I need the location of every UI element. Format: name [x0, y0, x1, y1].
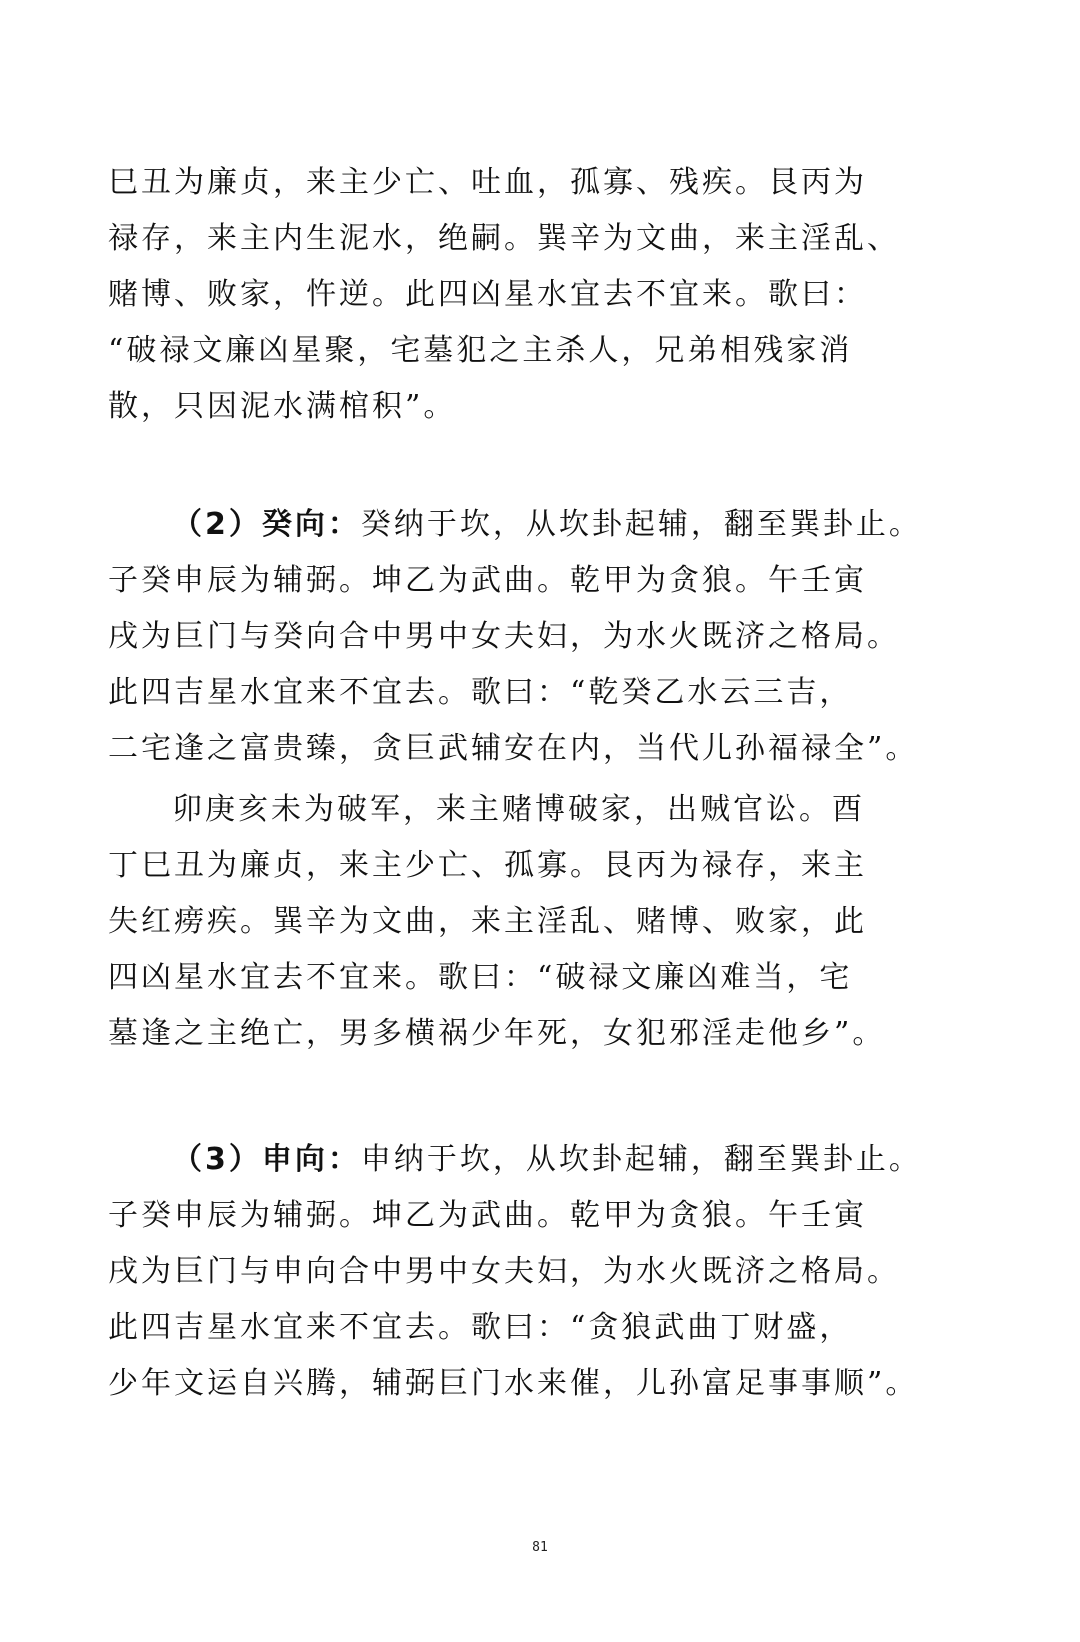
page-number: 81 — [532, 1540, 548, 1555]
section-heading: （3）申向： — [172, 1142, 361, 1177]
section-first-line — [108, 1132, 922, 1188]
text-line: 癸纳于坎，从坎卦起辅，翻至巽卦止。 — [360, 507, 922, 542]
text-line: 子癸申辰为辅弼。坤乙为武曲。乾甲为贪狼。午壬寅 — [108, 563, 867, 598]
text-line: 此四吉星水宜来不宜去。歌曰：“乾癸乙水云三吉， — [108, 675, 853, 710]
text-line: 四凶星水宜去不宜来。歌曰：“破禄文廉凶难当，宅 — [108, 960, 853, 995]
text-line: 散，只因泥水满棺积”。 — [108, 389, 457, 424]
text-line: 赌博、败家，忤逆。此四凶星水宜去不宜来。歌曰： — [108, 277, 867, 312]
section-2-gui-direction — [108, 497, 922, 777]
text-line: 戌为巨门与癸向合中男中女夫妇，为水火既济之格局。 — [108, 619, 900, 654]
text-line: 此四吉星水宜来不宜去。歌曰：“贪狼武曲丁财盛， — [108, 1310, 853, 1345]
text-line: 墓逢之主绝亡，男多横祸少年死，女犯邪淫走他乡”。 — [108, 1016, 886, 1051]
text-line: 卯庚亥未为破军，来主赌博破家，出贼官讼。酉 — [172, 792, 865, 827]
text-line: 子癸申辰为辅弼。坤乙为武曲。乾甲为贪狼。午壬寅 — [108, 1198, 867, 1233]
text-line: “破禄文廉凶星聚，宅墓犯之主杀人，兄弟相残家消 — [108, 333, 853, 368]
section-3-shen-direction — [108, 1132, 922, 1412]
text-line: 失红痨疾。巽辛为文曲，来主淫乱、赌博、败家，此 — [108, 904, 867, 939]
section-heading: （2）癸向： — [172, 507, 361, 542]
section-first-line — [108, 497, 922, 553]
paragraph-3 — [108, 782, 908, 1062]
text-line: 巳丑为廉贞，来主少亡、吐血，孤寡、残疾。艮丙为 — [108, 165, 867, 200]
text-line: 少年文运自兴腾，辅弼巨门水来催，儿孙富足事事顺”。 — [108, 1366, 919, 1401]
text-line: 戌为巨门与申向合中男中女夫妇，为水火既济之格局。 — [108, 1254, 900, 1289]
paragraph-1 — [108, 155, 908, 435]
text-line: 丁巳丑为廉贞，来主少亡、孤寡。艮丙为禄存，来主 — [108, 848, 867, 883]
text-line: 二宅逢之富贵臻，贪巨武辅安在内，当代儿孙福禄全”。 — [108, 731, 919, 766]
text-line: 禄存，来主内生泥水，绝嗣。巽辛为文曲，来主淫乱、 — [108, 221, 900, 256]
text-line: 申纳于坎，从坎卦起辅，翻至巽卦止。 — [360, 1142, 922, 1177]
